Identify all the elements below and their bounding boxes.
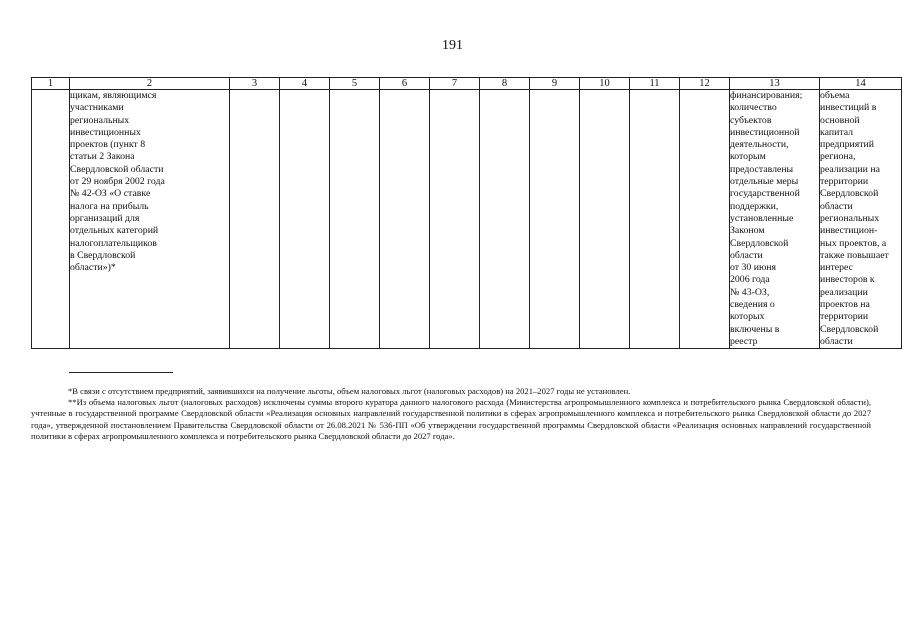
column-header-3: 3	[230, 78, 280, 90]
cell-col-4	[280, 90, 330, 349]
column-header-2: 2	[70, 78, 230, 90]
column-header-1: 1	[32, 78, 70, 90]
column-header-13: 13	[730, 78, 820, 90]
column-header-10: 10	[580, 78, 630, 90]
column-header-14: 14	[820, 78, 902, 90]
cell-col-2: щикам, являющимся участниками региональных инвестиционных проектов (пункт 8 статьи 2 Закона Свердловской области от 29 ноября 2002 года № 42-ОЗ «О ставке налога на прибыль организаций для отдельных категорий налогоплательщиков в Свердловской области»)*	[70, 90, 230, 349]
cell-col-6	[380, 90, 430, 349]
column-header-5: 5	[330, 78, 380, 90]
column-header-12: 12	[680, 78, 730, 90]
page-number: 191	[442, 38, 463, 53]
footnotes	[31, 386, 871, 442]
cell-col-8	[480, 90, 530, 349]
cell-col-3	[230, 90, 280, 349]
column-header-8: 8	[480, 78, 530, 90]
column-header-4: 4	[280, 78, 330, 90]
cell-col-10	[580, 90, 630, 349]
column-header-9: 9	[530, 78, 580, 90]
footnote-2: **Из объема налоговых льгот (налоговых расходов) исключены суммы второго куратора данного налогового расхода (Министерства агропромышленного комплекса и потребительского рынка Свердловской области), учтенные в государственной программе Свердловской области «Реализация основных направлений государственной политики в сферах агропромышленного комплекса и потребительского рынка Свердловской области до 2027 года», утвержденной постановлением Правительства Свердловской области от 26.08.2021 № 536-ПП «Об утверждении государственной программы Свердловской области «Реализация основных направлений государственной политики в сферах агропромышленного комплекса и потребительского рынка Свердловской области до 2027 года».	[31, 397, 871, 441]
column-header-7: 7	[430, 78, 480, 90]
column-header-11: 11	[630, 78, 680, 90]
cell-col-12	[680, 90, 730, 349]
data-table	[31, 77, 902, 349]
cell-col-5	[330, 90, 380, 349]
cell-col-9	[530, 90, 580, 349]
footnote-1: *В связи с отсутствием предприятий, заявившихся на получение льготы, объем налоговых льгот (налоговых расходов) на 2021–2027 годы не установлен.	[68, 386, 631, 396]
cell-col-1	[32, 90, 70, 349]
column-header-6: 6	[380, 78, 430, 90]
cell-col-11	[630, 90, 680, 349]
header-row	[32, 78, 902, 90]
cell-col-14: объема инвестиций в основной капитал предприятий региона, реализации на территории Свердловской области региональных инвестицион- ных проектов, а также повышает интерес инвесторов к реализации проектов на территории Свердловской области	[820, 90, 902, 349]
cell-col-7	[430, 90, 480, 349]
cell-col-13: финансирования; количество субъектов инвестиционной деятельности, которым предоставлены отдельные меры государственной поддержки, установленные Законом Свердловской области от 30 июня 2006 года № 43-ОЗ, сведения о которых включены в реестр	[730, 90, 820, 349]
footnote-divider	[69, 372, 173, 373]
table-row	[32, 90, 902, 349]
